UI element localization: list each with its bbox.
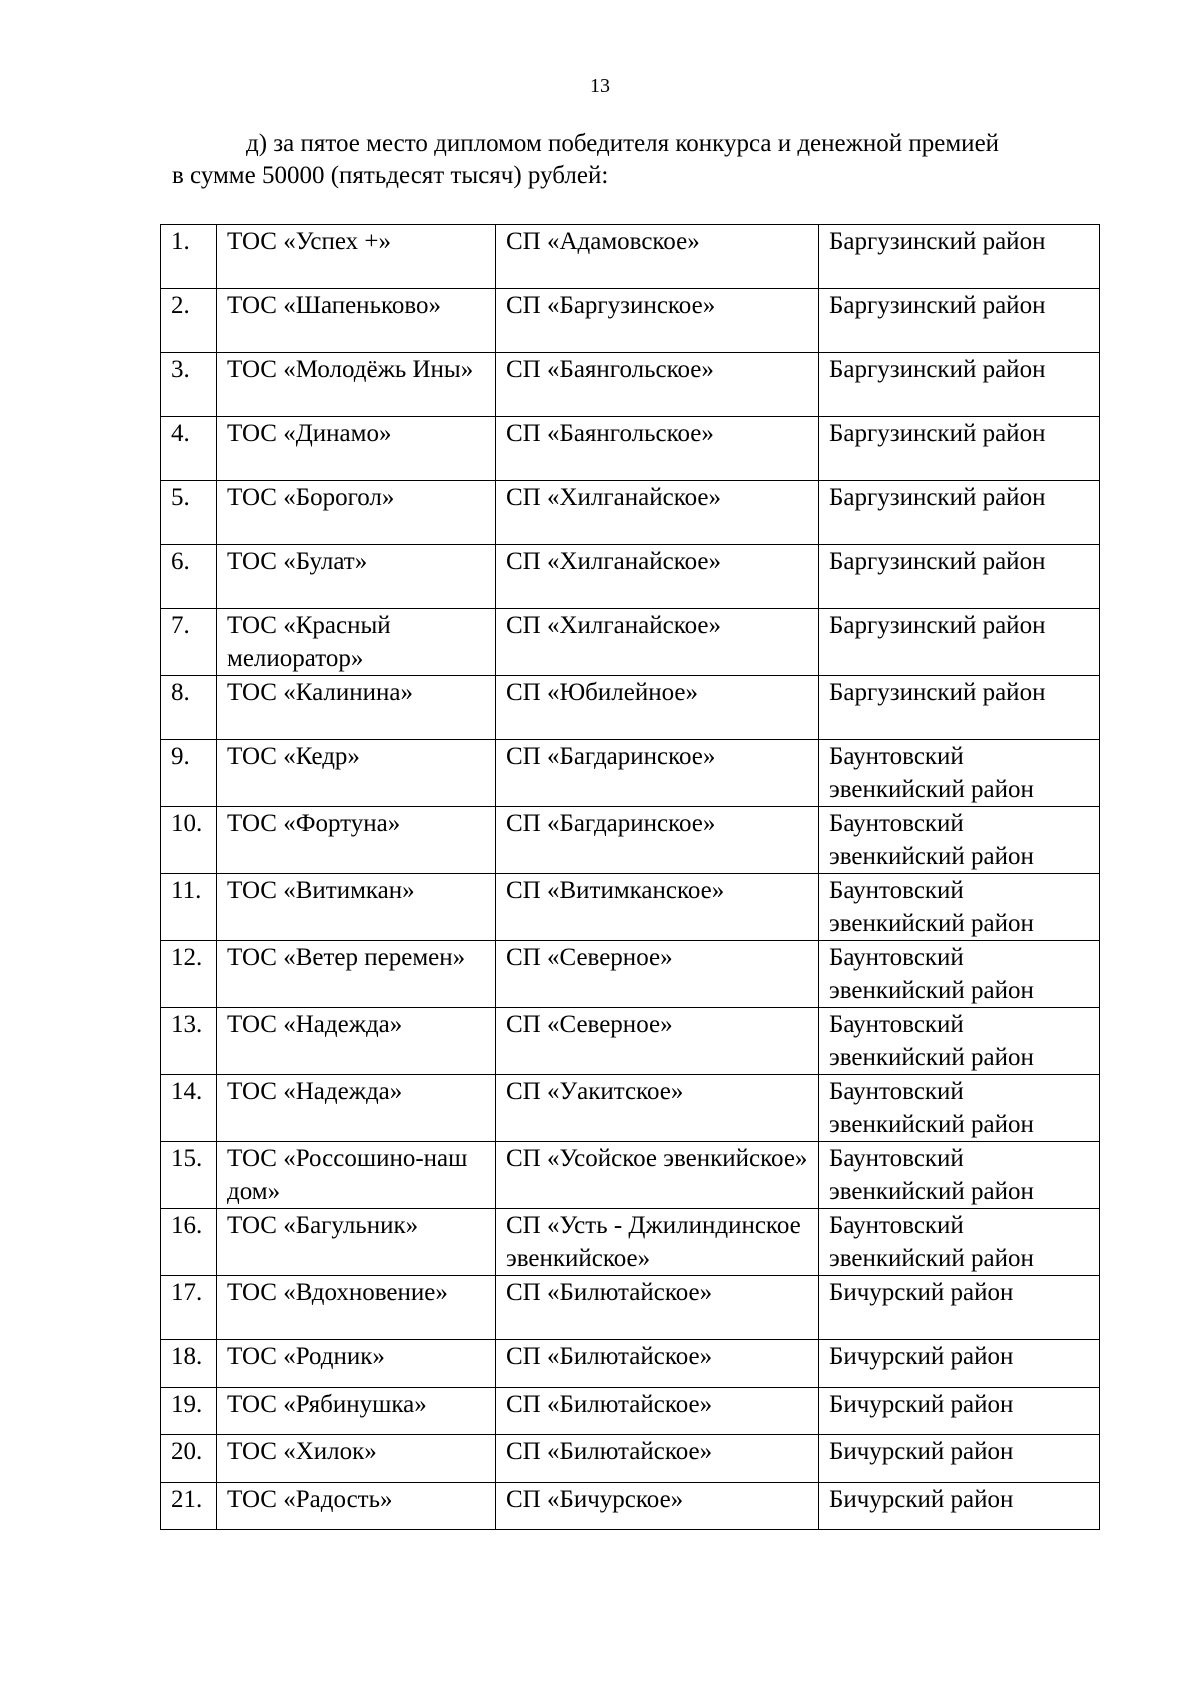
table-row: [161, 807, 1100, 874]
table-row: [161, 289, 1100, 353]
row-number-cell: 5.: [161, 481, 217, 545]
settlement-cell: СП «Багдаринское»: [496, 807, 819, 874]
table-row: [161, 740, 1100, 807]
row-number-cell: 6.: [161, 545, 217, 609]
district-cell: Баунтовский эвенкийский район: [819, 740, 1100, 807]
table-row: [161, 417, 1100, 481]
settlement-cell: СП «Билютайское»: [496, 1387, 819, 1435]
district-cell: Баргузинский район: [819, 353, 1100, 417]
district-cell: Баунтовский эвенкийский район: [819, 1209, 1100, 1276]
row-number-cell: 19.: [161, 1387, 217, 1435]
table-row: [161, 225, 1100, 289]
settlement-cell: СП «Северное»: [496, 1008, 819, 1075]
settlement-cell: СП «Билютайское»: [496, 1340, 819, 1388]
settlement-cell: СП «Баянгольское»: [496, 417, 819, 481]
settlement-cell: СП «Хилганайское»: [496, 545, 819, 609]
row-number-cell: 21.: [161, 1482, 217, 1530]
tos-name-cell: ТОС «Динамо»: [217, 417, 496, 481]
district-cell: Баунтовский эвенкийский район: [819, 874, 1100, 941]
tos-name-cell: ТОС «Калинина»: [217, 676, 496, 740]
table-row: [161, 609, 1100, 676]
settlement-cell: СП «Багдаринское»: [496, 740, 819, 807]
district-cell: Бичурский район: [819, 1340, 1100, 1388]
table-row: [161, 1276, 1100, 1340]
tos-name-cell: ТОС «Булат»: [217, 545, 496, 609]
row-number-cell: 2.: [161, 289, 217, 353]
row-number-cell: 11.: [161, 874, 217, 941]
row-number-cell: 14.: [161, 1075, 217, 1142]
tos-name-cell: ТОС «Багульник»: [217, 1209, 496, 1276]
tos-name-cell: ТОС «Рябинушка»: [217, 1387, 496, 1435]
table-row: [161, 874, 1100, 941]
table-row: [161, 1387, 1100, 1435]
tos-name-cell: ТОС «Надежда»: [217, 1008, 496, 1075]
row-number-cell: 8.: [161, 676, 217, 740]
settlement-cell: СП «Северное»: [496, 941, 819, 1008]
table-row: [161, 1435, 1100, 1483]
tos-name-cell: ТОС «Надежда»: [217, 1075, 496, 1142]
settlement-cell: СП «Хилганайское»: [496, 481, 819, 545]
district-cell: Баунтовский эвенкийский район: [819, 1075, 1100, 1142]
district-cell: Бичурский район: [819, 1435, 1100, 1483]
district-cell: Бичурский район: [819, 1482, 1100, 1530]
settlement-cell: СП «Юбилейное»: [496, 676, 819, 740]
row-number-cell: 9.: [161, 740, 217, 807]
table-row: [161, 676, 1100, 740]
tos-name-cell: ТОС «Россошино-наш дом»: [217, 1142, 496, 1209]
row-number-cell: 16.: [161, 1209, 217, 1276]
district-cell: Баунтовский эвенкийский район: [819, 1142, 1100, 1209]
settlement-cell: СП «Уакитское»: [496, 1075, 819, 1142]
table-row: [161, 1340, 1100, 1388]
district-cell: Бичурский район: [819, 1387, 1100, 1435]
intro-paragraph: [172, 128, 1112, 192]
tos-name-cell: ТОС «Кедр»: [217, 740, 496, 807]
district-cell: Баунтовский эвенкийский район: [819, 1008, 1100, 1075]
tos-name-cell: ТОС «Шапеньково»: [217, 289, 496, 353]
tos-name-cell: ТОС «Фортуна»: [217, 807, 496, 874]
row-number-cell: 3.: [161, 353, 217, 417]
settlement-cell: СП «Усойское эвенкийское»: [496, 1142, 819, 1209]
district-cell: Баргузинский район: [819, 289, 1100, 353]
award-table-body: [161, 225, 1100, 1530]
tos-name-cell: ТОС «Борогол»: [217, 481, 496, 545]
table-row: [161, 1482, 1100, 1530]
intro-line-2: в сумме 50000 (пятьдесят тысяч) рублей:: [172, 162, 609, 189]
settlement-cell: СП «Витимканское»: [496, 874, 819, 941]
tos-name-cell: ТОС «Красный мелиоратор»: [217, 609, 496, 676]
table-row: [161, 1209, 1100, 1276]
tos-name-cell: ТОС «Радость»: [217, 1482, 496, 1530]
settlement-cell: СП «Баргузинское»: [496, 289, 819, 353]
settlement-cell: СП «Баянгольское»: [496, 353, 819, 417]
table-row: [161, 1075, 1100, 1142]
district-cell: Баргузинский район: [819, 545, 1100, 609]
row-number-cell: 20.: [161, 1435, 217, 1483]
table-row: [161, 545, 1100, 609]
tos-name-cell: ТОС «Родник»: [217, 1340, 496, 1388]
district-cell: Бичурский район: [819, 1276, 1100, 1340]
settlement-cell: СП «Адамовское»: [496, 225, 819, 289]
district-cell: Баунтовский эвенкийский район: [819, 807, 1100, 874]
table-row: [161, 1142, 1100, 1209]
award-table: [160, 224, 1100, 1530]
row-number-cell: 7.: [161, 609, 217, 676]
table-row: [161, 353, 1100, 417]
tos-name-cell: ТОС «Витимкан»: [217, 874, 496, 941]
district-cell: Баунтовский эвенкийский район: [819, 941, 1100, 1008]
settlement-cell: СП «Хилганайское»: [496, 609, 819, 676]
tos-name-cell: ТОС «Вдохновение»: [217, 1276, 496, 1340]
tos-name-cell: ТОС «Ветер перемен»: [217, 941, 496, 1008]
district-cell: Баргузинский район: [819, 676, 1100, 740]
district-cell: Баргузинский район: [819, 417, 1100, 481]
settlement-cell: СП «Бичурское»: [496, 1482, 819, 1530]
settlement-cell: СП «Усть - Джилиндинское эвенкийское»: [496, 1209, 819, 1276]
row-number-cell: 17.: [161, 1276, 217, 1340]
district-cell: Баргузинский район: [819, 609, 1100, 676]
tos-name-cell: ТОС «Хилок»: [217, 1435, 496, 1483]
table-row: [161, 481, 1100, 545]
table-row: [161, 1008, 1100, 1075]
row-number-cell: 13.: [161, 1008, 217, 1075]
row-number-cell: 4.: [161, 417, 217, 481]
table-row: [161, 941, 1100, 1008]
intro-line-1: д) за пятое место дипломом победителя конкурса и денежной премией: [246, 130, 1000, 157]
tos-name-cell: ТОС «Молодёжь Ины»: [217, 353, 496, 417]
settlement-cell: СП «Билютайское»: [496, 1435, 819, 1483]
row-number-cell: 12.: [161, 941, 217, 1008]
district-cell: Баргузинский район: [819, 225, 1100, 289]
row-number-cell: 15.: [161, 1142, 217, 1209]
district-cell: Баргузинский район: [819, 481, 1100, 545]
page-number: 13: [590, 75, 610, 97]
row-number-cell: 1.: [161, 225, 217, 289]
row-number-cell: 10.: [161, 807, 217, 874]
settlement-cell: СП «Билютайское»: [496, 1276, 819, 1340]
row-number-cell: 18.: [161, 1340, 217, 1388]
tos-name-cell: ТОС «Успех +»: [217, 225, 496, 289]
